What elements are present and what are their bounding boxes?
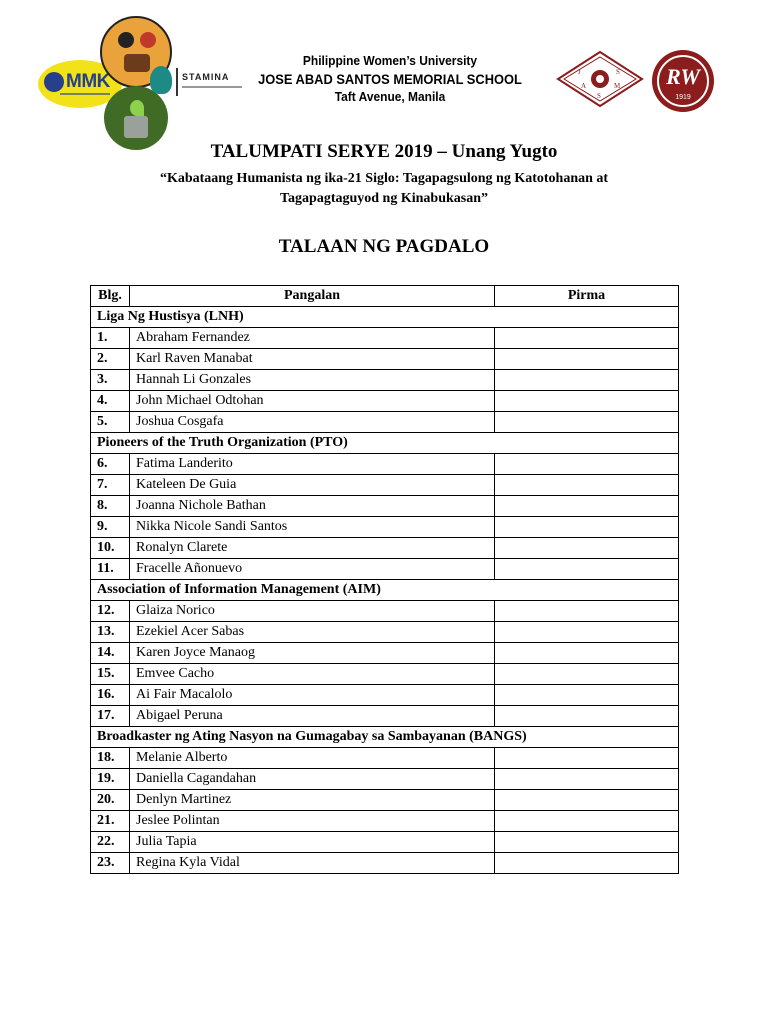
row-number: 22. bbox=[91, 832, 130, 853]
school-address: Taft Avenue, Manila bbox=[334, 89, 446, 104]
attendee-name: Karl Raven Manabat bbox=[130, 349, 495, 370]
signature-cell[interactable] bbox=[495, 349, 679, 370]
row-number: 2. bbox=[91, 349, 130, 370]
row-number: 20. bbox=[91, 790, 130, 811]
group-row bbox=[91, 727, 679, 748]
group-row bbox=[91, 580, 679, 601]
attendee-name: Hannah Li Gonzales bbox=[130, 370, 495, 391]
jasms-letter: J bbox=[578, 68, 581, 76]
table-row bbox=[91, 643, 679, 664]
signature-cell[interactable] bbox=[495, 790, 679, 811]
signature-cell[interactable] bbox=[495, 412, 679, 433]
signature-cell[interactable] bbox=[495, 538, 679, 559]
column-header-number: Blg. bbox=[91, 286, 130, 307]
head-silhouette-icon bbox=[150, 66, 172, 94]
attendance-table bbox=[90, 285, 679, 874]
attendee-name: Jeslee Polintan bbox=[130, 811, 495, 832]
row-number: 7. bbox=[91, 475, 130, 496]
attendee-name: Glaiza Norico bbox=[130, 601, 495, 622]
table-row bbox=[91, 811, 679, 832]
university-name: Philippine Women’s University bbox=[302, 53, 478, 68]
row-number: 16. bbox=[91, 685, 130, 706]
signature-cell[interactable] bbox=[495, 643, 679, 664]
row-number: 15. bbox=[91, 664, 130, 685]
table-row bbox=[91, 748, 679, 769]
theme-line: Tagapagtaguyod ng Kinabukasan” bbox=[279, 191, 489, 206]
table-row bbox=[91, 685, 679, 706]
row-number: 23. bbox=[91, 853, 130, 874]
group-name: Association of Information Management (AIM) bbox=[91, 580, 679, 601]
table-row bbox=[91, 853, 679, 874]
table-row bbox=[91, 496, 679, 517]
table-header-row bbox=[91, 286, 679, 307]
attendee-name: Daniella Cagandahan bbox=[130, 769, 495, 790]
table-row bbox=[91, 769, 679, 790]
attendance-heading: TALAAN NG PAGDALO bbox=[278, 236, 490, 257]
jasms-logo bbox=[556, 50, 644, 108]
signature-cell[interactable] bbox=[495, 769, 679, 790]
signature-cell[interactable] bbox=[495, 517, 679, 538]
attendee-name: Karen Joyce Manaog bbox=[130, 643, 495, 664]
document-theme bbox=[124, 169, 644, 209]
table-row bbox=[91, 664, 679, 685]
signature-cell[interactable] bbox=[495, 454, 679, 475]
signature-cell[interactable] bbox=[495, 685, 679, 706]
signature-cell[interactable] bbox=[495, 706, 679, 727]
theme-line: “Kabataang Humanista ng ika-21 Siglo: Tagapagsulong ng Katotohanan at bbox=[159, 171, 609, 186]
group-row bbox=[91, 307, 679, 328]
emblem-base-icon bbox=[124, 54, 150, 72]
signature-cell[interactable] bbox=[495, 391, 679, 412]
signature-cell[interactable] bbox=[495, 370, 679, 391]
attendee-name: Nikka Nicole Sandi Santos bbox=[130, 517, 495, 538]
table-row bbox=[91, 391, 679, 412]
attendee-name: Ai Fair Macalolo bbox=[130, 685, 495, 706]
signature-cell[interactable] bbox=[495, 748, 679, 769]
signature-cell[interactable] bbox=[495, 832, 679, 853]
signature-cell[interactable] bbox=[495, 559, 679, 580]
row-number: 11. bbox=[91, 559, 130, 580]
table-row bbox=[91, 517, 679, 538]
attendee-name: Ezekiel Acer Sabas bbox=[130, 622, 495, 643]
table-row bbox=[91, 349, 679, 370]
row-number: 5. bbox=[91, 412, 130, 433]
table-row bbox=[91, 790, 679, 811]
attendee-name: Regina Kyla Vidal bbox=[130, 853, 495, 874]
column-header-name: Pangalan bbox=[130, 286, 495, 307]
house-icon bbox=[44, 72, 64, 92]
table-row bbox=[91, 622, 679, 643]
table-row bbox=[91, 328, 679, 349]
pwu-seal-logo bbox=[652, 50, 714, 112]
school-name: JOSE ABAD SANTOS MEMORIAL SCHOOL bbox=[258, 71, 522, 87]
emblem-dot-icon bbox=[140, 32, 156, 48]
column-header-signature: Pirma bbox=[495, 286, 679, 307]
signature-cell[interactable] bbox=[495, 664, 679, 685]
leaf-icon bbox=[130, 100, 144, 116]
document-title: TALUMPATI SERYE 2019 – Unang Yugto bbox=[210, 141, 558, 162]
table-row bbox=[91, 601, 679, 622]
row-number: 19. bbox=[91, 769, 130, 790]
attendee-name: Ronalyn Clarete bbox=[130, 538, 495, 559]
row-number: 8. bbox=[91, 496, 130, 517]
attendee-name: Abigael Peruna bbox=[130, 706, 495, 727]
attendee-name: Julia Tapia bbox=[130, 832, 495, 853]
jasms-letter: S bbox=[597, 92, 601, 100]
attendee-name: Melanie Alberto bbox=[130, 748, 495, 769]
seal-year: 1919 bbox=[675, 94, 691, 101]
attendee-name: Abraham Fernandez bbox=[130, 328, 495, 349]
attendee-name: Denlyn Martinez bbox=[130, 790, 495, 811]
emblem-dot-icon bbox=[118, 32, 134, 48]
mmk-logo-text: MMK bbox=[66, 71, 110, 92]
group-name: Broadkaster ng Ating Nasyon na Gumagabay sa Sambayanan (BANGS) bbox=[91, 727, 679, 748]
table-row bbox=[91, 370, 679, 391]
row-number: 13. bbox=[91, 622, 130, 643]
table-row bbox=[91, 475, 679, 496]
signature-cell[interactable] bbox=[495, 475, 679, 496]
jasms-letter: A bbox=[581, 82, 587, 90]
logo-divider bbox=[176, 68, 178, 96]
row-number: 1. bbox=[91, 328, 130, 349]
jasms-letter: M bbox=[614, 82, 621, 90]
jasms-letter: S bbox=[616, 68, 620, 76]
row-number: 21. bbox=[91, 811, 130, 832]
table-row bbox=[91, 412, 679, 433]
row-number: 10. bbox=[91, 538, 130, 559]
table-row bbox=[91, 454, 679, 475]
table-row bbox=[91, 559, 679, 580]
attendee-name: Kateleen De Guia bbox=[130, 475, 495, 496]
attendee-name: Emvee Cacho bbox=[130, 664, 495, 685]
signature-cell[interactable] bbox=[495, 853, 679, 874]
pot-icon bbox=[124, 116, 148, 138]
group-name: Pioneers of the Truth Organization (PTO) bbox=[91, 433, 679, 454]
signature-cell[interactable] bbox=[495, 601, 679, 622]
seal-monogram: RW bbox=[666, 64, 700, 89]
attendee-name: Joanna Nichole Bathan bbox=[130, 496, 495, 517]
signature-cell[interactable] bbox=[495, 328, 679, 349]
row-number: 17. bbox=[91, 706, 130, 727]
table-row bbox=[91, 706, 679, 727]
mmk-logo-underline bbox=[60, 93, 110, 95]
signature-cell[interactable] bbox=[495, 622, 679, 643]
row-number: 18. bbox=[91, 748, 130, 769]
row-number: 14. bbox=[91, 643, 130, 664]
table-row bbox=[91, 832, 679, 853]
row-number: 9. bbox=[91, 517, 130, 538]
institution-header bbox=[234, 52, 547, 106]
signature-cell[interactable] bbox=[495, 811, 679, 832]
row-number: 3. bbox=[91, 370, 130, 391]
row-number: 4. bbox=[91, 391, 130, 412]
row-number: 6. bbox=[91, 454, 130, 475]
attendee-name: John Michael Odtohan bbox=[130, 391, 495, 412]
row-number: 12. bbox=[91, 601, 130, 622]
signature-cell[interactable] bbox=[495, 496, 679, 517]
table-row bbox=[91, 538, 679, 559]
stamina-logo-text: STAMINA bbox=[182, 72, 230, 82]
attendee-name: Fatima Landerito bbox=[130, 454, 495, 475]
group-name: Liga Ng Hustisya (LNH) bbox=[91, 307, 679, 328]
attendee-name: Joshua Cosgafa bbox=[130, 412, 495, 433]
attendee-name: Fracelle Añonuevo bbox=[130, 559, 495, 580]
group-row bbox=[91, 433, 679, 454]
header-logos-left bbox=[38, 14, 253, 150]
